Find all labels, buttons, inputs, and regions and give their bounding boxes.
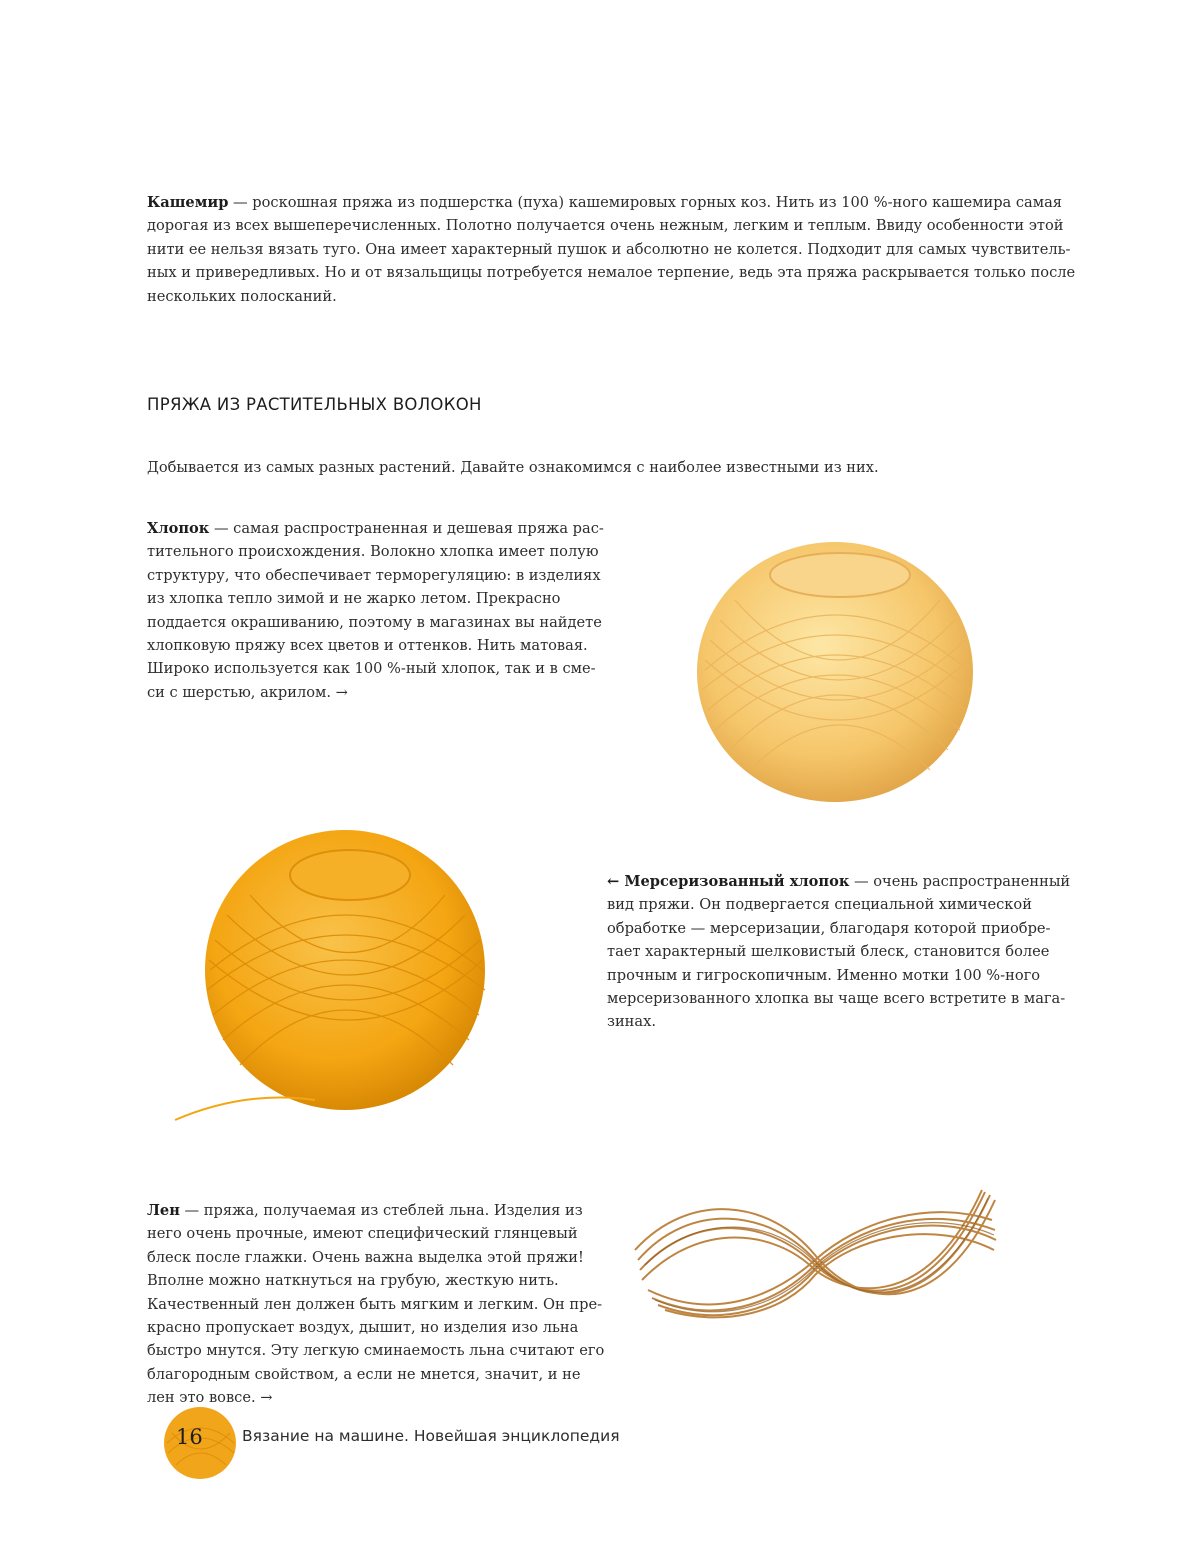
- mercerized-term: ← Мерсеризованный хлопок: [607, 873, 850, 890]
- linen-skein-image: [630, 1180, 1000, 1330]
- linen-paragraph: Лен — пряжа, получаемая из стеблей льна. Изделия из него очень прочные, имеют специфический глянцевый блеск после глажки. Очень важна выделка этой пряжи! Вполне можно наткнуться на грубую, жесткую нить. Качественный лен должен быть мягким и легким. Он пре- красно пропускает воздух, дышит, но изделия изо льна быстро мнутся. Эту легкую сминаемость льна считают его благородным свойством, а если не мнется, значит, и не лен это вовсе. →: [147, 1202, 605, 1407]
- section-heading: ПРЯЖА ИЗ РАСТИТЕЛЬНЫХ ВОЛОКОН: [147, 395, 482, 414]
- page-number: 16: [176, 1425, 203, 1449]
- cotton-term: Хлопок: [147, 520, 210, 537]
- mercerized-cotton-ball-image: [165, 820, 510, 1130]
- cotton-paragraph: Хлопок — самая распространенная и дешевая пряжа рас- тительного происхождения. Волокно хлопка имеет полую структуру, что обеспечивает терморегуляцию: в изделиях из хлопка тепло зимой и не жарко летом. Прекрасно поддается окрашиванию, поэтому в магазинах вы найдете хлопковую пряжу всех цветов и оттенков. Нить матовая. Широко используется как 100 %-ный хлопок, так и в сме- си с шерстью, акрилом. →: [147, 520, 604, 701]
- mercerized-paragraph: ← Мерсеризованный хлопок — очень распространенный вид пряжи. Он подвергается специальной химической обработке — мерсеризации, благодаря которой приобре- тает характерный шелковистый блеск, становится более прочным и гигроскопичным. Именно мотки 100 %-ного мерсеризованного хлопка вы чаще всего встретите в мага- зинах.: [607, 873, 1071, 1031]
- cashmere-paragraph: Кашемир — роскошная пряжа из подшерстка (пуха) кашемировых горных коз. Нить из 100 %-ного кашемира самая дорогая из всех вышеперечисленных. Полотно получается очень нежным, легким и теплым. Ввиду особенности этой нити ее нельзя вязать туго. Она имеет характерный пушок и абсолютно не колется. Подходит для самых чувствитель- ных и привередливых. Но и от вязальщицы потребуется немалое терпение, ведь эта пряжа раскрывается только после нескольких полосканий.: [147, 194, 1076, 305]
- cashmere-term: Кашемир: [147, 194, 229, 211]
- book-title: Вязание на машине. Новейшая энциклопедия: [242, 1427, 620, 1445]
- linen-term: Лен: [147, 1202, 180, 1219]
- page-footer: [162, 1403, 662, 1483]
- section-intro: Добывается из самых разных растений. Давайте ознакомимся с наиболее известными из них.: [147, 459, 879, 476]
- cotton-yarn-ball-image: [690, 520, 980, 810]
